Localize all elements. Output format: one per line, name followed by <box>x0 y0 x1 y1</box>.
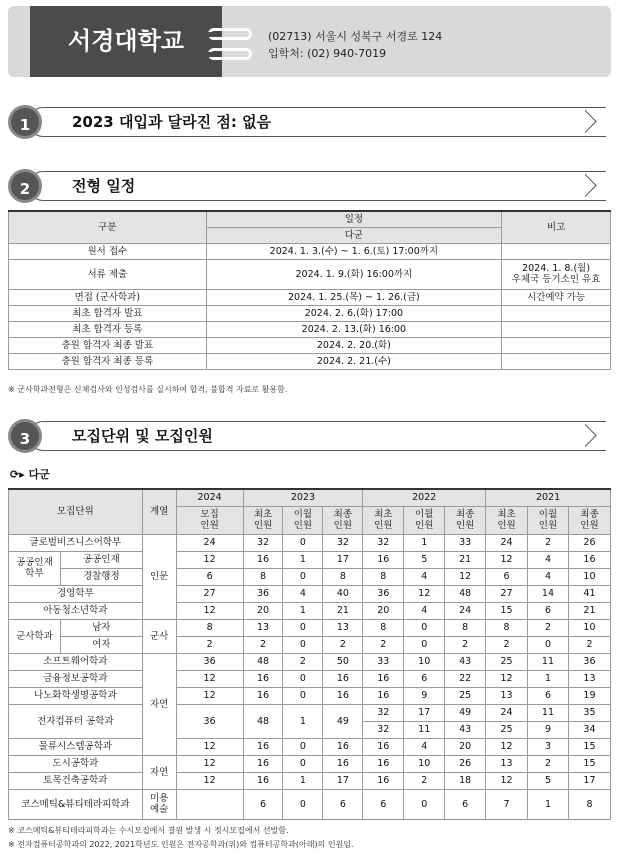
cell: 0 <box>404 636 445 653</box>
cell: 12 <box>404 585 445 602</box>
cell: 2 <box>445 636 486 653</box>
header-cell: 최초 인원 <box>486 506 528 534</box>
cell: 8 <box>363 619 404 636</box>
cell: 24 <box>445 602 486 619</box>
unit-name: 물류시스템공학과 <box>9 738 143 755</box>
section-title: 2023 대입과 달라진 점: 없음 <box>72 113 272 131</box>
cell: 24 <box>486 704 528 721</box>
cell: 5 <box>404 551 445 568</box>
recruit-footnote-2: ※ 전자컴퓨터공학과의 2022, 2021학년도 인원은 전자공학과(위)와 컴퓨터공학과(아래)의 인원임. <box>8 840 354 849</box>
cell: 0 <box>283 636 323 653</box>
table-row <box>9 259 611 289</box>
unit-name: 도시공학과 <box>9 755 143 772</box>
header-note: 비고 <box>502 211 611 243</box>
header-cell: 모집 인원 <box>176 506 243 534</box>
table-row <box>9 321 611 337</box>
row-date: 2024. 2. 20.(화) <box>206 337 501 353</box>
bullet-arrow-icon: ⟳▸ <box>10 468 29 481</box>
row-date: 2024. 2. 6.(화) 17:00 <box>206 305 501 321</box>
cell: 4 <box>404 738 445 755</box>
unit-group: 군사학과 <box>9 619 61 653</box>
cell: 12 <box>445 568 486 585</box>
header-cell: 최초 인원 <box>243 506 283 534</box>
cell: 1 <box>283 704 323 738</box>
subheading <box>10 466 50 482</box>
cell: 14 <box>528 585 569 602</box>
cell: 2 <box>404 772 445 789</box>
cell: 1 <box>404 534 445 551</box>
unit-name: 경영학부 <box>9 585 143 602</box>
cell: 13 <box>486 755 528 772</box>
cell: 0 <box>404 789 445 819</box>
cell: 6 <box>445 789 486 819</box>
row-note: 2024. 1. 8.(월) 우체국 등기소인 유효 <box>502 259 611 289</box>
cell: 18 <box>445 772 486 789</box>
chevron-right-icon <box>585 171 609 201</box>
cell: 4 <box>404 602 445 619</box>
cell: 6 <box>486 568 528 585</box>
cell: 4 <box>404 568 445 585</box>
table-row <box>9 568 611 585</box>
cell: 16 <box>323 738 363 755</box>
row-date: 2024. 1. 25.(목) ~ 1. 26.(금) <box>206 289 501 305</box>
unit-name: 여자 <box>60 636 142 653</box>
row-label: 충원 합격자 최종 등록 <box>9 353 207 369</box>
section-number: 1 <box>8 105 42 139</box>
cell: 24 <box>486 534 528 551</box>
section-1-header <box>8 105 611 139</box>
table-row <box>9 636 611 653</box>
cell: 13 <box>243 619 283 636</box>
cell: 32 <box>363 721 404 738</box>
cell: 12 <box>176 772 243 789</box>
row-note <box>502 305 611 321</box>
cell: 11 <box>528 653 569 670</box>
cell: 32 <box>363 534 404 551</box>
cell: 43 <box>445 653 486 670</box>
cell: 13 <box>486 687 528 704</box>
cell: 34 <box>568 721 610 738</box>
cell: 27 <box>176 585 243 602</box>
cell: 16 <box>323 687 363 704</box>
chevron-right-icon <box>585 107 609 137</box>
cell: 10 <box>404 755 445 772</box>
cell: 0 <box>283 755 323 772</box>
cell: 36 <box>176 704 243 738</box>
cell: 32 <box>323 534 363 551</box>
cell: 6 <box>176 568 243 585</box>
cell: 27 <box>486 585 528 602</box>
cell: 12 <box>176 755 243 772</box>
cell: 6 <box>404 670 445 687</box>
unit-group: 공공인재 학부 <box>9 551 61 585</box>
cell: 48 <box>243 704 283 738</box>
cell: 2 <box>283 653 323 670</box>
cell: 2 <box>528 755 569 772</box>
schedule-table <box>8 210 611 370</box>
unit-name: 전자컴퓨터 공학과 <box>9 704 143 738</box>
header-cell: 최종 인원 <box>568 506 610 534</box>
cell: 2 <box>363 636 404 653</box>
cell: 0 <box>283 738 323 755</box>
cell: 8 <box>445 619 486 636</box>
cell: 3 <box>528 738 569 755</box>
unit-name: 아동청소년학과 <box>9 602 143 619</box>
header-cell: 이월 인원 <box>404 506 445 534</box>
cell: 41 <box>568 585 610 602</box>
cell: 11 <box>404 721 445 738</box>
cell: 1 <box>283 602 323 619</box>
cell: 32 <box>243 534 283 551</box>
cell: 17 <box>404 704 445 721</box>
cell: 10 <box>568 568 610 585</box>
cell: 2 <box>486 636 528 653</box>
table-row <box>9 772 611 789</box>
unit-name: 금융정보공학과 <box>9 670 143 687</box>
cell: 32 <box>363 704 404 721</box>
row-note <box>502 337 611 353</box>
unit-name: 코스메틱&뷰티테라피학과 <box>9 789 143 819</box>
unit-name: 글로벌비즈니스어학부 <box>9 534 143 551</box>
cell: 36 <box>568 653 610 670</box>
row-note <box>502 243 611 259</box>
cell: 36 <box>363 585 404 602</box>
cell: 25 <box>486 653 528 670</box>
cell: 48 <box>243 653 283 670</box>
cell: 11 <box>528 704 569 721</box>
cell: 15 <box>568 738 610 755</box>
cell: 16 <box>363 551 404 568</box>
cell: 12 <box>486 772 528 789</box>
cell: 0 <box>283 534 323 551</box>
header-group: 다군 <box>206 227 501 243</box>
cell: 33 <box>445 534 486 551</box>
cell: 49 <box>445 704 486 721</box>
unit-name: 남자 <box>60 619 142 636</box>
cell: 25 <box>486 721 528 738</box>
row-date: 2024. 2. 21.(수) <box>206 353 501 369</box>
cell: 2 <box>176 636 243 653</box>
row-label: 최초 합격자 발표 <box>9 305 207 321</box>
cell: 12 <box>176 551 243 568</box>
cell: 10 <box>404 653 445 670</box>
cell: 21 <box>445 551 486 568</box>
section-title: 모집단위 및 모집인원 <box>72 427 213 445</box>
table-row <box>9 789 611 819</box>
cell: 2 <box>323 636 363 653</box>
row-label: 면접 (군사학과) <box>9 289 207 305</box>
header-cell: 최종 인원 <box>445 506 486 534</box>
header-title-block <box>30 6 222 77</box>
cell: 16 <box>363 670 404 687</box>
cell: 12 <box>176 687 243 704</box>
table-row <box>9 243 611 259</box>
table-row <box>9 353 611 369</box>
cell: 4 <box>528 568 569 585</box>
header-year: 2022 <box>363 489 486 506</box>
section-3-header <box>8 419 611 453</box>
header-field: 계열 <box>142 489 176 534</box>
row-note: 시간예약 가능 <box>502 289 611 305</box>
field-cell: 인문 <box>142 534 176 619</box>
cell: 6 <box>528 602 569 619</box>
cell: 33 <box>363 653 404 670</box>
cell: 16 <box>243 551 283 568</box>
table-row <box>9 305 611 321</box>
cell: 21 <box>568 602 610 619</box>
binder-bar <box>204 32 218 37</box>
cell: 26 <box>568 534 610 551</box>
cell: 4 <box>528 551 569 568</box>
cell: 16 <box>363 755 404 772</box>
cell: 6 <box>528 687 569 704</box>
cell: 12 <box>176 670 243 687</box>
cell: 13 <box>568 670 610 687</box>
cell: 16 <box>243 670 283 687</box>
cell: 43 <box>445 721 486 738</box>
recruitment-table <box>8 488 611 820</box>
cell: 0 <box>283 619 323 636</box>
table-row <box>9 755 611 772</box>
cell: 0 <box>283 670 323 687</box>
table-row <box>9 551 611 568</box>
cell: 36 <box>176 653 243 670</box>
cell: 20 <box>445 738 486 755</box>
section-number: 3 <box>8 419 42 453</box>
recruit-footnote-1: ※ 코스메틱&뷰티테라피학과는 수시모집에서 결원 발생 시 정시모집에서 선발함. <box>8 826 289 835</box>
header-cell: 이월 인원 <box>283 506 323 534</box>
table-row <box>9 738 611 755</box>
row-date: 2024. 2. 13.(화) 16:00 <box>206 321 501 337</box>
cell: 16 <box>363 687 404 704</box>
cell: 16 <box>323 755 363 772</box>
cell: 16 <box>243 755 283 772</box>
table-row <box>9 337 611 353</box>
cell: 0 <box>528 636 569 653</box>
section-2-header <box>8 169 611 203</box>
school-name: 서경대학교 <box>68 27 184 55</box>
row-date: 2024. 1. 9.(화) 16:00까지 <box>206 259 501 289</box>
cell: 21 <box>323 602 363 619</box>
cell: 6 <box>323 789 363 819</box>
field-cell: 미용 예술 <box>142 789 176 819</box>
cell: 16 <box>363 772 404 789</box>
header-cell: 최종 인원 <box>323 506 363 534</box>
cell: 2 <box>528 534 569 551</box>
cell: 24 <box>176 534 243 551</box>
row-label: 원서 접수 <box>9 243 207 259</box>
cell: 50 <box>323 653 363 670</box>
section-number: 2 <box>8 169 42 203</box>
unit-name: 토목건축공학과 <box>9 772 143 789</box>
header-category: 구분 <box>9 211 207 243</box>
row-label: 서류 제출 <box>9 259 207 289</box>
cell: 26 <box>445 755 486 772</box>
cell: 49 <box>323 704 363 738</box>
cell: 0 <box>283 789 323 819</box>
header-banner <box>8 6 611 77</box>
cell: 12 <box>176 738 243 755</box>
header-year: 2024 <box>176 489 243 506</box>
cell: 9 <box>404 687 445 704</box>
cell: 8 <box>243 568 283 585</box>
header-cell: 이월 인원 <box>528 506 569 534</box>
cell: 1 <box>528 789 569 819</box>
cell: 20 <box>363 602 404 619</box>
cell: 15 <box>486 602 528 619</box>
chevron-right-icon <box>585 421 609 451</box>
cell: 4 <box>283 585 323 602</box>
header-cell: 최초 인원 <box>363 506 404 534</box>
cell: 48 <box>445 585 486 602</box>
cell: 13 <box>323 619 363 636</box>
row-label: 최초 합격자 등록 <box>9 321 207 337</box>
cell: 22 <box>445 670 486 687</box>
cell: 16 <box>363 738 404 755</box>
cell: 17 <box>323 772 363 789</box>
cell: 10 <box>568 619 610 636</box>
cell: 25 <box>445 687 486 704</box>
header-unit: 모집단위 <box>9 489 143 534</box>
cell: 1 <box>283 772 323 789</box>
address: (02713) 서울시 성북구 서경로 124 <box>268 30 443 43</box>
row-note <box>502 353 611 369</box>
cell <box>176 789 243 819</box>
unit-name: 공공인재 <box>60 551 142 568</box>
cell: 16 <box>568 551 610 568</box>
row-note <box>502 321 611 337</box>
cell: 8 <box>323 568 363 585</box>
cell: 16 <box>243 738 283 755</box>
table-row <box>9 534 611 551</box>
table-row <box>9 687 611 704</box>
field-cell: 자연 <box>142 653 176 755</box>
table-row <box>9 670 611 687</box>
contact-info <box>268 28 442 62</box>
cell: 16 <box>243 687 283 704</box>
cell: 12 <box>486 551 528 568</box>
binder-bar <box>204 52 218 57</box>
cell: 1 <box>283 551 323 568</box>
cell: 8 <box>486 619 528 636</box>
cell: 19 <box>568 687 610 704</box>
field-cell: 군사 <box>142 619 176 653</box>
field-cell: 자연 <box>142 755 176 789</box>
section-title: 전형 일정 <box>72 177 136 195</box>
row-date: 2024. 1. 3.(수) ~ 1. 6.(토) 17:00까지 <box>206 243 501 259</box>
cell: 15 <box>568 755 610 772</box>
cell: 17 <box>568 772 610 789</box>
cell: 20 <box>243 602 283 619</box>
cell: 16 <box>323 670 363 687</box>
subheading-label: 다군 <box>28 468 50 481</box>
header-schedule: 일정 <box>206 211 501 227</box>
header-year: 2021 <box>486 489 611 506</box>
cell: 8 <box>363 568 404 585</box>
cell: 2 <box>568 636 610 653</box>
cell: 6 <box>363 789 404 819</box>
cell: 0 <box>404 619 445 636</box>
cell: 5 <box>528 772 569 789</box>
cell: 17 <box>323 551 363 568</box>
cell: 8 <box>568 789 610 819</box>
cell: 1 <box>528 670 569 687</box>
cell: 16 <box>243 772 283 789</box>
row-label: 충원 합격자 최종 발표 <box>9 337 207 353</box>
header-year: 2023 <box>243 489 363 506</box>
table-row <box>9 585 611 602</box>
schedule-footnote: ※ 군사학과전형은 신체검사와 인성검사를 실시하여 합격, 불합격 자료로 활용함. <box>8 385 288 394</box>
table-row <box>9 619 611 636</box>
cell: 35 <box>568 704 610 721</box>
table-row <box>9 653 611 670</box>
table-row <box>9 704 611 721</box>
cell: 36 <box>243 585 283 602</box>
cell: 2 <box>243 636 283 653</box>
unit-name: 경찰행정 <box>60 568 142 585</box>
cell: 0 <box>283 568 323 585</box>
cell: 12 <box>486 738 528 755</box>
phone: 입학처: (02) 940-7019 <box>268 47 387 60</box>
cell: 0 <box>283 687 323 704</box>
cell: 9 <box>528 721 569 738</box>
cell: 40 <box>323 585 363 602</box>
table-row <box>9 602 611 619</box>
cell: 6 <box>243 789 283 819</box>
cell: 12 <box>486 670 528 687</box>
cell: 12 <box>176 602 243 619</box>
cell: 8 <box>176 619 243 636</box>
unit-name: 나노화학생명공학과 <box>9 687 143 704</box>
cell: 2 <box>528 619 569 636</box>
table-row <box>9 289 611 305</box>
cell: 7 <box>486 789 528 819</box>
unit-name: 소프트웨어학과 <box>9 653 143 670</box>
